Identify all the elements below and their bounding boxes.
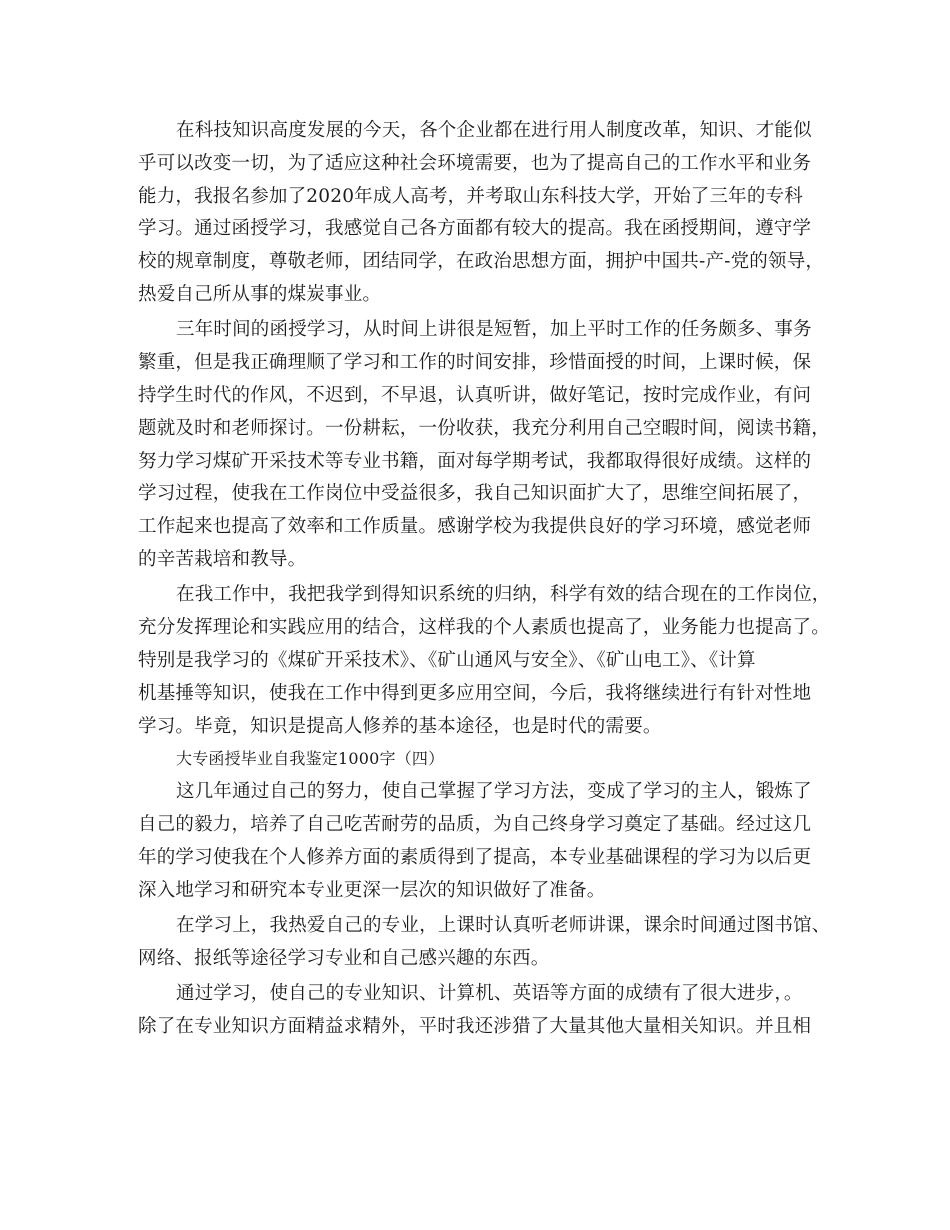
paragraph-6	[138, 978, 824, 1044]
text-line: 充分发挥理论和实践应用的结合，这样我的个人素质也提高了，业务能力也提高了。	[138, 617, 830, 639]
text-line: 学习。毕竟，知识是提高人修养的基本途径，也是时代的需要。	[138, 715, 662, 737]
text-line: 在科技知识高度发展的今天，各个企业都在进行用人制度改革，知识、才能似	[176, 120, 812, 141]
text-line: 自己的毅力，培养了自己吃苦耐劳的品质，为自己终身学习奠定了基础。经过这几	[138, 813, 812, 835]
text-line: 网络、报纸等途径学习专业和自己感兴趣的东西。	[138, 947, 550, 969]
text-line: 学习过程，使我在工作岗位中受益很多，我自己知识面扩大了，思维空间拓展了，	[138, 483, 812, 505]
text-line: 乎可以改变一切，为了适应这种社会环境需要，也为了提高自己的工作水平和业务	[138, 152, 812, 174]
paragraph-1	[138, 115, 824, 312]
text-line: 年的学习使我在个人修养方面的素质得到了提高，本专业基础课程的学习为以后更	[138, 846, 812, 868]
text-line: 这几年通过自己的努力，使自己掌握了学习方法，变成了学习的主人，锻炼了	[176, 781, 812, 803]
text-line: 的辛苦栽培和教导。	[138, 548, 307, 570]
paragraph-4	[138, 776, 824, 907]
section-title: 大专函授毕业自我鉴定1000字（四）	[176, 749, 445, 769]
text-line: 三年时间的函授学习，从时间上讲很是短暂，加上平时工作的任务颇多、事务	[176, 319, 812, 341]
section-heading	[138, 743, 824, 776]
text-line: 除了在专业知识方面精益求精外，平时我还涉猎了大量其他大量相关知识。并且相	[138, 1015, 812, 1037]
text-line: 深入地学习和研究本专业更深一层次的知识做好了准备。	[138, 879, 606, 901]
text-line: 机基捶等知识，使我在工作中得到更多应用空间，今后，我将继续进行有针对性地	[138, 682, 812, 704]
text-line: 校的规章制度，尊敬老师，团结同学，在政治思想方面，拥护中国共-产-党的领导，	[138, 251, 825, 273]
text-line: 特别是我学习的《煤矿开采技术》、《矿山通风与安全》、《矿山电工》、《计算	[138, 649, 756, 671]
paragraph-3	[138, 579, 831, 743]
text-line: 持学生时代的作风，不迟到，不早退，认真听讲，做好笔记，按时完成作业，有问	[138, 384, 812, 406]
text-line: 繁重，但是我正确理顺了学习和工作的时间安排，珍惜面授的时间，上课时候，保	[138, 352, 812, 374]
document-body	[138, 115, 831, 1044]
text-line: 工作起来也提高了效率和工作质量。感谢学校为我提供良好的学习环境，感觉老师	[138, 516, 812, 538]
text-line: 能力，我报名参加了2020年成人高考，并考取山东科技大学，开始了三年的专科	[138, 185, 803, 207]
text-line: 热爱自己所从事的煤炭事业。	[138, 283, 382, 305]
text-line: 学习。通过函授学习，我感觉自己各方面都有较大的提高。我在函授期间，遵守学	[138, 218, 812, 240]
text-line: 在我工作中，我把我学到得知识系统的归纳，科学有效的结合现在的工作岗位，	[176, 584, 831, 606]
text-line: 努力学习煤矿开采技术等专业书籍，面对每学期考试，我都取得很好成绩。这样的	[138, 450, 812, 472]
text-line: 通过学习，使自己的专业知识、计算机、英语等方面的成绩有了很大进步，。	[176, 983, 803, 1005]
text-line: 在学习上，我热爱自己的专业，上课时认真听老师讲课，课余时间通过图书馆、	[176, 914, 831, 936]
text-line: 题就及时和老师探讨。一份耕耘，一份收获，我充分利用自己空暇时间，阅读书籍，	[138, 417, 830, 439]
paragraph-2	[138, 314, 830, 576]
paragraph-5	[138, 910, 831, 976]
